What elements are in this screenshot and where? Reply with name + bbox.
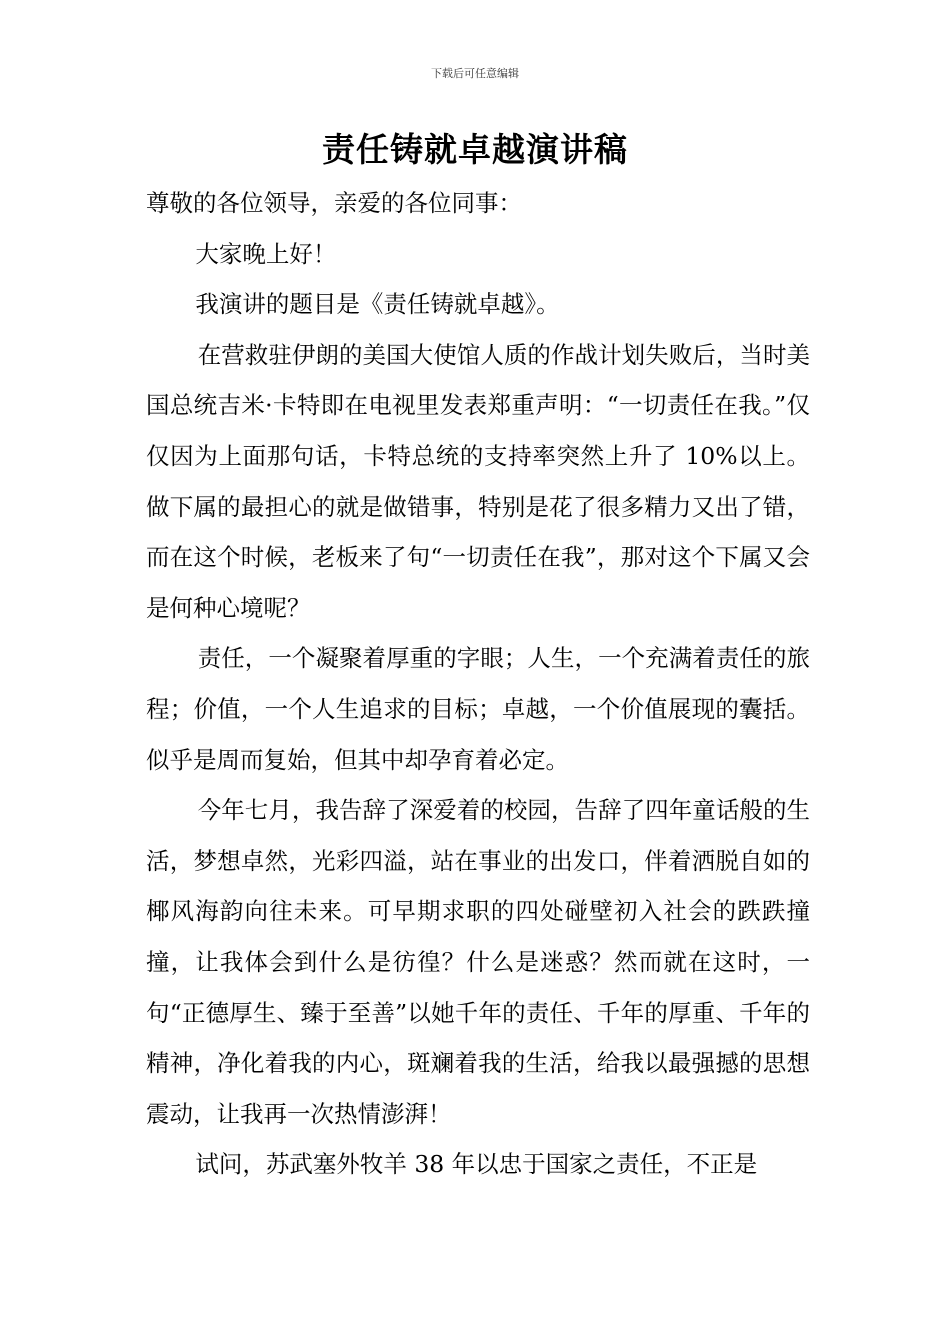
header-note: 下载后可任意编辑 xyxy=(431,67,519,80)
document-body xyxy=(146,178,810,1190)
topic-paragraph: 我演讲的题目是《责任铸就卓越》。 xyxy=(195,290,560,319)
document-title: 责任铸就卓越演讲稿 xyxy=(322,130,628,169)
salutation: 尊敬的各位领导，亲爱的各位同事： xyxy=(146,189,522,217)
body-paragraph: 责任，一个凝聚着厚重的字眼；人生，一个充满着责任的旅程；价值，一个人生追求的目标；卓越，一个价值展现的囊括。似乎是周而复始，但其中却孕育着必定。 xyxy=(146,644,810,774)
body-paragraph: 今年七月，我告辞了深爱着的校园，告辞了四年童话般的生活，梦想卓然，光彩四溢，站在事业的出发口，伴着洒脱自如的椰风海韵向往未来。可早期求职的四处碰壁初入社会的跌跌撞撞，让我体会到什么是彷徨？什么是迷惑？然而就在这时，一句“正德厚生、臻于至善”以她千年的责任、千年的厚重、千年的精神，净化着我的内心，斑斓着我的生活，给我以最强撼的思想震动，让我再一次热情澎湃！ xyxy=(146,796,810,1128)
body-paragraph: 在营救驻伊朗的美国大使馆人质的作战计划失败后，当时美国总统吉米·卡特即在电视里发表郑重声明：“一切责任在我。”仅仅因为上面那句话，卡特总统的支持率突然上升了 10%以上。做下属的最担心的就是做错事，特别是花了很多精力又出了错，而在这个时候，老板来了句“一切责任在我”，那对这个下属又会是何种心境呢？ xyxy=(146,340,810,622)
greeting-paragraph: 大家晚上好！ xyxy=(195,239,337,268)
body-paragraph: 试问，苏武塞外牧羊 38 年以忠于国家之责任，不正是 xyxy=(195,1150,758,1179)
